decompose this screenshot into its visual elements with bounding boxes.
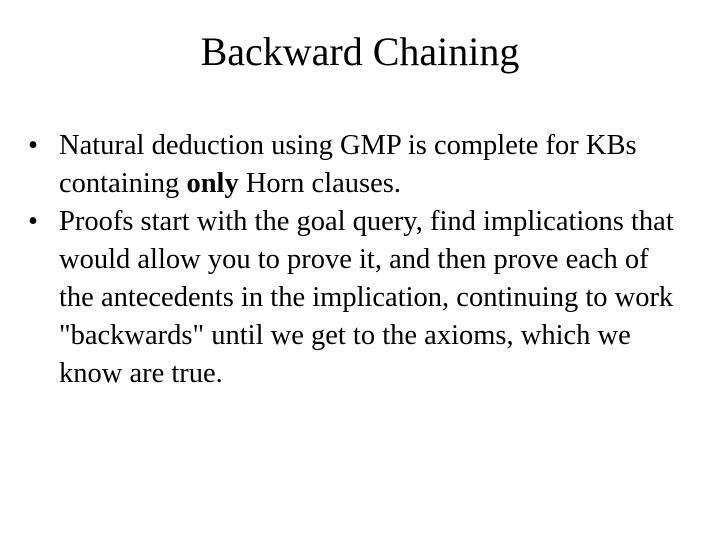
bullet-text <box>59 130 637 199</box>
bullet-dot-icon: • <box>28 206 38 237</box>
bullet-dot-icon: • <box>28 130 38 161</box>
bullet-item-gmp-completeness <box>28 127 678 203</box>
emphasis-only: only <box>186 168 239 199</box>
bullet-list <box>28 127 678 393</box>
bullet-text-start: Natural deduction using GMP is complete for KBs containing <box>59 130 637 199</box>
slide-title: Backward Chaining <box>200 29 520 74</box>
bullet-item-proof-process <box>28 203 678 393</box>
bullet-text: Proofs start with the goal query, find implications that would allow you to prove it, and then prove each of the antecedents in the implication, continuing to work "backwards" until we get to the axioms, which we know are true. <box>59 206 674 389</box>
bullet-text-end: Horn clauses. <box>238 168 401 199</box>
